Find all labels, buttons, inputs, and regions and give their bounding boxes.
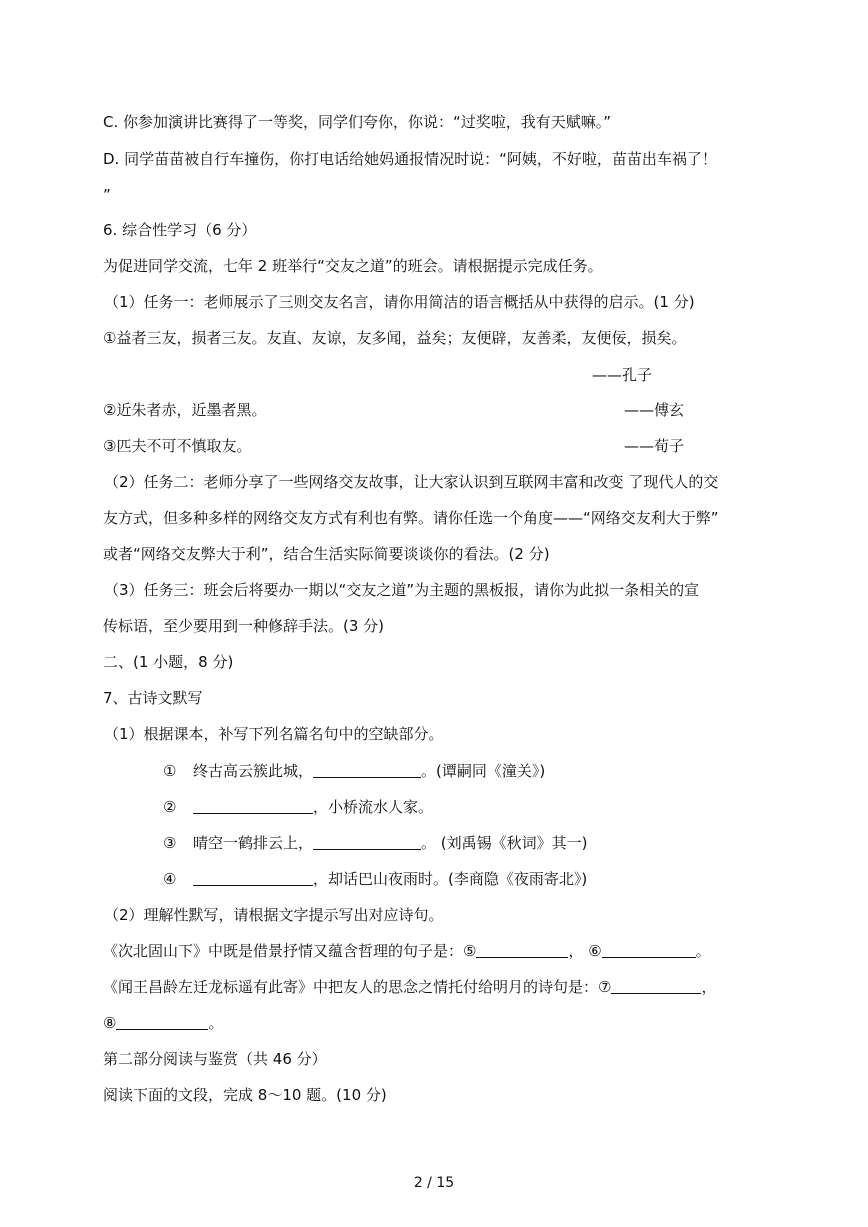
task3-line1: （3）任务三：班会后将要办一期以“交友之道”为主题的黑板报，请你为此拟一条相关的宣 [104,581,700,599]
current-page: 2 [413,1175,423,1191]
fill-blank[interactable] [476,942,568,958]
reading-intro: 阅读下面的文段，完成 8～10 题。(10 分) [103,1086,387,1104]
prompt-number: ⑧ [103,1014,117,1032]
poem-number: ④ [163,870,177,888]
understanding-line-3 [103,1013,223,1033]
q6-intro: 为促进同学交流，七年 2 班举行“交友之道”的班会。请根据提示完成任务。 [103,257,603,275]
separator: ， ⑥ [568,942,602,960]
poem-number: ① [163,762,177,780]
section-two-title: 二、(1 小题，8 分) [103,653,234,671]
quote3: ③匹夫不可不慎取友。 [103,437,252,455]
prompt-text: 《次北固山下》中既是借景抒情又蕴含哲理的句子是：⑤ [103,942,477,960]
q7-sub1: （1）根据课本，补写下列名篇名句中的空缺部分。 [104,725,444,743]
task3-line2: 传标语，至少要用到一种修辞手法。(3 分) [103,617,385,635]
q6-title: 6. 综合性学习（6 分） [103,221,257,239]
period: 。 [695,942,711,960]
quote3-author: ——荀子 [624,437,685,455]
poem-text: ，小桥流水人家。 [313,798,434,816]
prompt-text: 《闻王昌龄左迁龙标遥有此寄》中把友人的思念之情托付给明月的诗句是：⑦ [103,978,612,996]
quote1: ①益者三友，损者三友。友直、友谅，友多闻，益矣；友便辟，友善柔，友便佞，损矣。 [103,329,687,347]
fill-blank[interactable] [116,1014,208,1030]
understanding-line-1 [103,941,711,961]
option-d-end: ” [103,186,111,204]
q7-sub2: （2）理解性默写，请根据文字提示写出对应诗句。 [104,906,444,924]
poem-text: 终古高云簇此城， [193,762,314,780]
understanding-line-2 [103,977,716,997]
separator: ， [701,978,717,996]
poem-number: ② [163,798,177,816]
fill-blank[interactable] [313,762,421,778]
poem-text: ，却话巴山夜雨时。(李商隐《夜雨寄北》) [313,870,588,888]
option-d: D. 同学苗苗被自行车撞伤，你打电话给她妈通报情况时说：“阿姨，不好啦，苗苗出车祸了！ [103,150,717,168]
poem-line-1 [163,761,545,781]
quote2-author: ——傅玄 [624,401,685,419]
task1: （1）任务一：老师展示了三则交友名言，请你用简洁的语言概括从中获得的启示。(1 分) [104,293,695,311]
quote1-author: ——孔子 [592,366,653,384]
poem-text: 晴空一鹤排云上， [193,834,314,852]
page-separator: / [422,1175,437,1191]
task2-line1: （2）任务二：老师分享了一些网络交友故事，让大家认识到互联网丰富和改变 了现代人的交 [104,473,719,491]
poem-line-2 [163,797,433,817]
fill-blank[interactable] [193,798,313,814]
part-two-title: 第二部分阅读与鉴赏（共 46 分） [103,1050,327,1068]
poem-line-3 [163,833,588,853]
task2-line2: 友方式，但多种多样的网络交友方式有利也有弊。请你任选一个角度——“网络交友利大于弊” [103,509,719,527]
fill-blank[interactable] [611,978,701,994]
fill-blank[interactable] [602,942,696,958]
task2-line3: 或者“网络交友弊大于利”，结合生活实际简要谈谈你的看法。(2 分) [103,545,550,563]
fill-blank[interactable] [193,870,313,886]
period: 。 [208,1014,224,1032]
poem-line-4 [163,869,587,889]
poem-source: 。 (刘禹锡《秋词》其一) [421,834,588,852]
quote2: ②近朱者赤，近墨者黑。 [103,401,267,419]
option-c: C. 你参加演讲比赛得了一等奖，同学们夸你，你说：“过奖啦，我有天赋嘛。” [103,113,612,131]
poem-number: ③ [163,834,177,852]
fill-blank[interactable] [313,834,421,850]
page-number [0,1174,868,1192]
q7-title: 7、古诗文默写 [103,689,203,707]
total-pages: 15 [436,1175,455,1191]
poem-source: 。(谭嗣同《潼关》) [421,762,546,780]
